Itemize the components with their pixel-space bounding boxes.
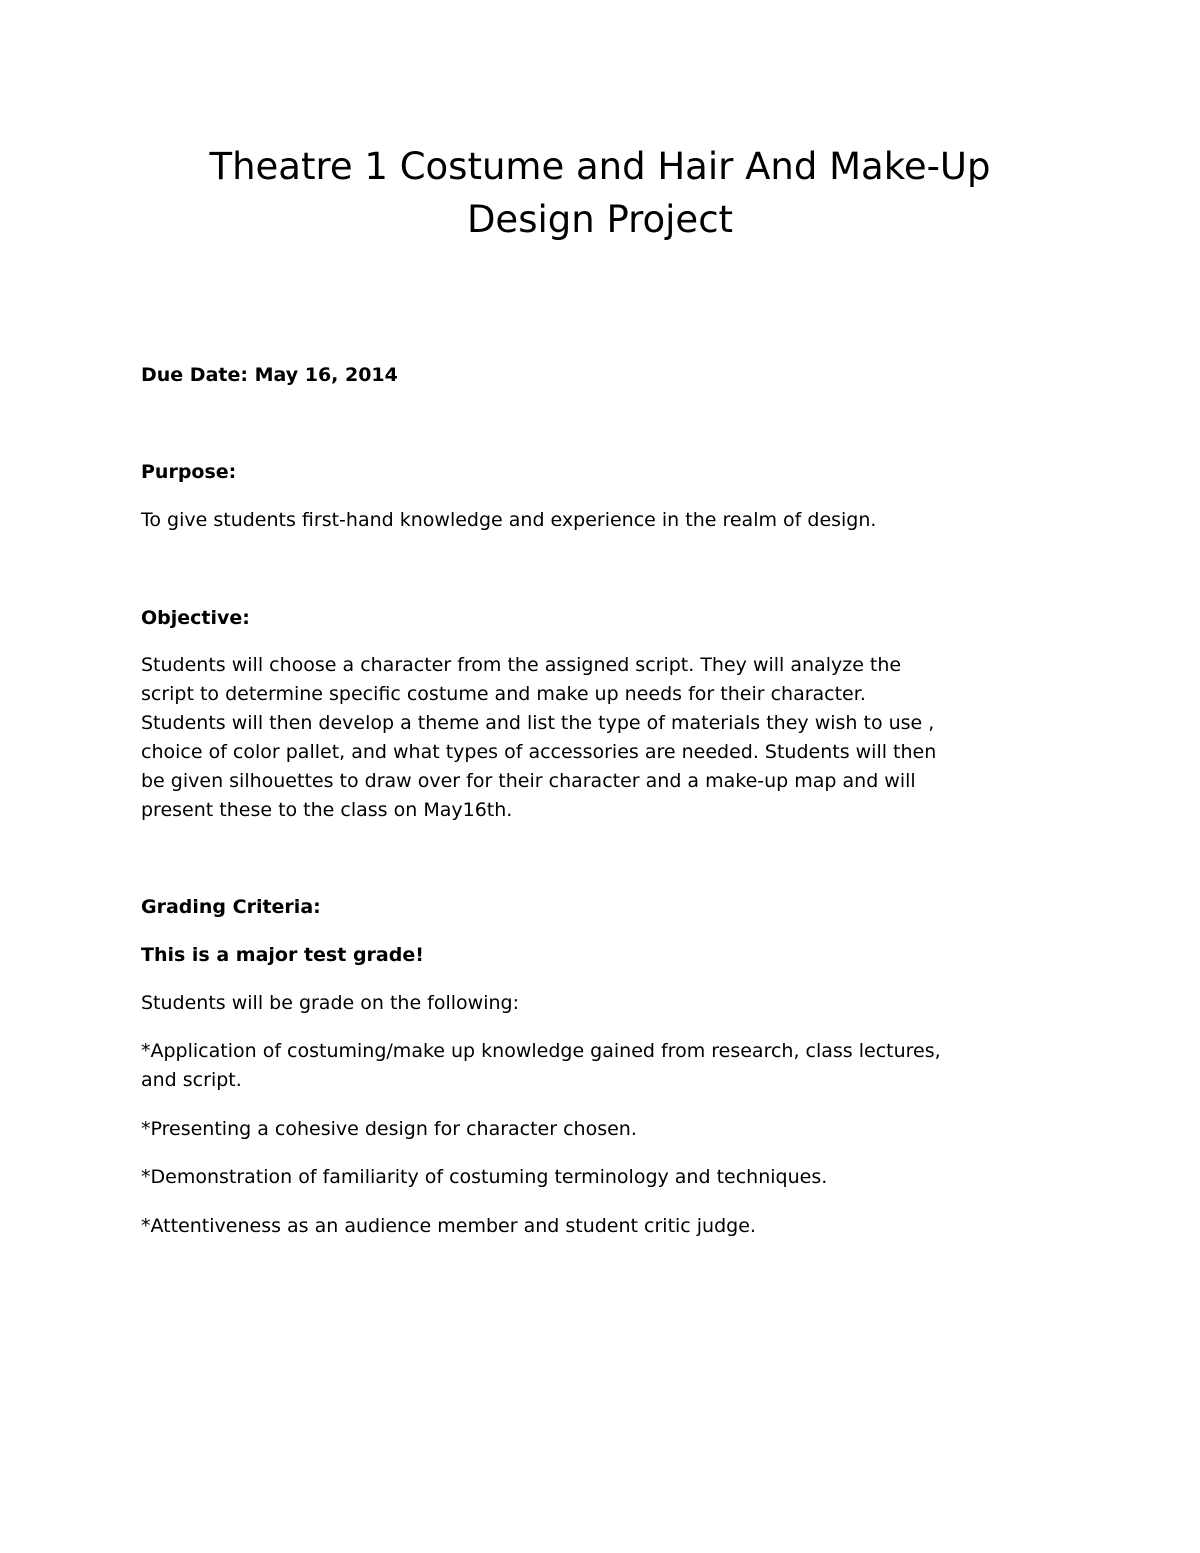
criterion-line: and script. <box>141 1069 242 1091</box>
purpose-text: To give students first-hand knowledge and experience in the realm of design. <box>141 509 877 531</box>
objective-line: Students will choose a character from the assigned script. They will analyze the <box>141 654 902 676</box>
criterion-item <box>141 1037 1081 1095</box>
objective-line: choice of color pallet, and what types of accessories are needed. Students will then <box>141 741 937 763</box>
grading-heading: Grading Criteria: <box>141 896 321 918</box>
criterion-item: *Attentiveness as an audience member and student critic judge. <box>141 1215 756 1237</box>
purpose-heading: Purpose: <box>141 461 237 483</box>
grading-intro: Students will be grade on the following: <box>141 992 519 1014</box>
title-line-1: Theatre 1 Costume and Hair And Make-Up <box>209 145 991 188</box>
criterion-line: *Application of costuming/make up knowledge gained from research, class lectures, <box>141 1040 941 1062</box>
objective-line: Students will then develop a theme and list the type of materials they wish to use , <box>141 712 935 734</box>
major-grade-note: This is a major test grade! <box>141 944 424 966</box>
page-title <box>100 140 1100 246</box>
due-date: Due Date: May 16, 2014 <box>141 364 398 386</box>
objective-line: script to determine specific costume and make up needs for their character. <box>141 683 866 705</box>
title-line-2: Design Project <box>466 198 734 241</box>
criterion-item: *Presenting a cohesive design for character chosen. <box>141 1118 637 1140</box>
criterion-item: *Demonstration of familiarity of costuming terminology and techniques. <box>141 1166 828 1188</box>
objective-line: be given silhouettes to draw over for their character and a make-up map and will <box>141 770 916 792</box>
objective-heading: Objective: <box>141 607 250 629</box>
objective-paragraph <box>141 651 1081 825</box>
objective-line: present these to the class on May16th. <box>141 799 513 821</box>
